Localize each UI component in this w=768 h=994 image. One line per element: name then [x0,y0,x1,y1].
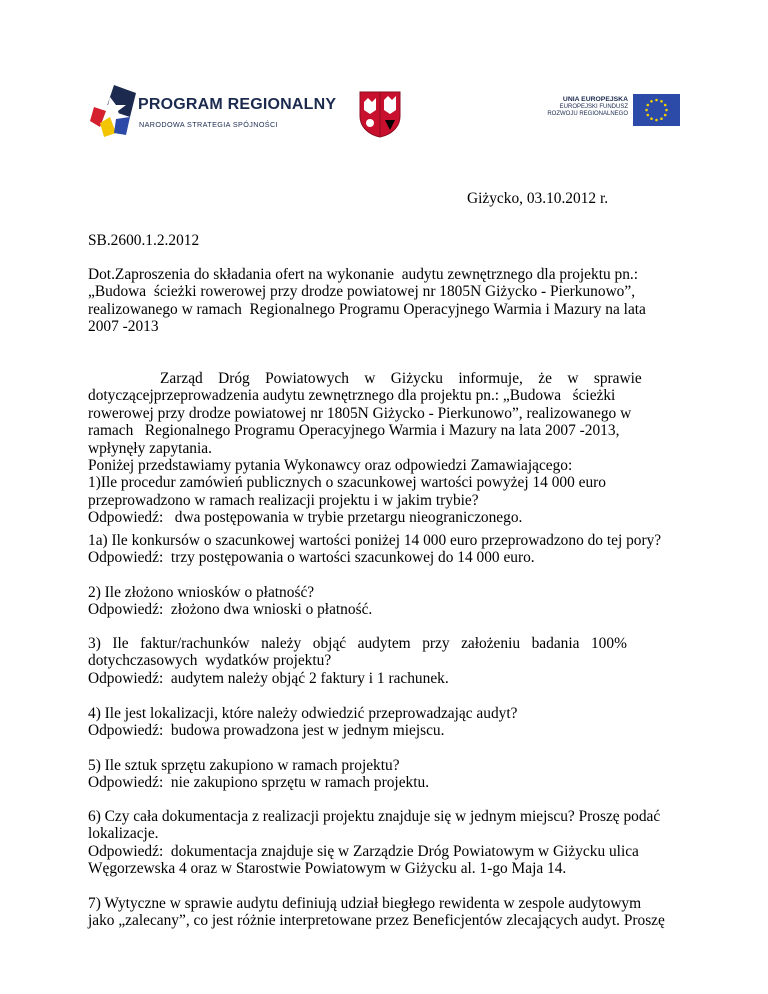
intro-line: ramach Regionalnego Programu Operacyjnego Warmia i Mazury na lata 2007 -2013, [88,422,620,440]
eu-line-2: EUROPEJSKI FUNDUSZ [559,104,628,110]
question-7 [88,895,678,930]
question-3 [88,635,678,687]
answer-4-line: Odpowiedź: budowa prowadzona jest w jednym miejscu. [88,722,445,740]
eu-text-block [547,96,628,119]
question-1a-line: 1a) Ile konkursów o szacunkowej wartości poniżej 14 000 euro przeprowadzono do tej pory? [88,532,662,549]
answer-5-line: Odpowiedź: nie zakupiono sprzętu w ramach projektu. [88,774,430,792]
voivodeship-crest-logo [358,90,402,138]
answer-2-line: Odpowiedź: złożono dwa wnioski o płatność. [88,601,373,619]
program-subtitle: NARODOWA STRATEGIA SPÓJNOŚCI [139,120,278,129]
intro-line: Zarząd Dróg Powiatowych w Giżycku informuje, że w sprawie [160,370,642,387]
eu-logo [535,94,680,128]
eu-line-1: UNIA EUROPEJSKA [562,96,628,103]
eu-flag-icon [633,94,680,126]
answer-3-line: Odpowiedź: audytem należy objąć 2 faktury i 1 rachunek. [88,669,449,687]
intro-line: Poniżej przedstawiamy pytania Wykonawcy oraz odpowiedzi Zamawiającego: [88,457,573,475]
program-regionalny-logo [90,83,337,139]
question-5-line: 5) Ile sztuk sprzętu zakupiono w ramach projektu? [88,757,400,774]
question-6-line: lokalizacje. [88,825,159,843]
intro-line: dotyczącejprzeprowadzenia audytu zewnętrznego dla projektu pn.: „Budowa ścieżki [88,387,616,405]
subject-line: realizowanego w ramach Regionalnego Programu Operacyjnego Warmia i Mazury na lata [88,300,646,318]
intro-line: wpłynęły zapytania. [88,439,212,457]
answer-6-line: Węgorzewska 4 oraz w Starostwie Powiatowym w Giżycku al. 1-go Maja 14. [88,860,567,878]
program-title: PROGRAM REGIONALNY [138,96,337,113]
place-date: Giżycko, 03.10.2012 r. [467,190,609,207]
question-1-line: 1)Ile procedur zamówień publicznych o szacunkowej wartości powyżej 14 000 euro [88,474,606,492]
subject-line: 2007 -2013 [88,318,159,336]
program-star-icon [90,83,136,139]
answer-1-line: Odpowiedź: dwa postępowania w trybie przetargu nieograniczonego. [88,509,523,527]
subject-paragraph [88,266,678,336]
subject-line: Dot.Zaproszenia do składania ofert na wykonanie audytu zewnętrznego dla projektu pn.: [88,266,639,283]
question-4-line: 4) Ile jest lokalizacji, które należy odwiedzić przeprowadzając audyt? [88,705,518,722]
eu-line-3: ROZWOJU REGIONALNEGO [547,111,628,118]
answer-1a-line: Odpowiedź: trzy postępowania o wartości szacunkowej do 14 000 euro. [88,549,535,567]
question-7-line: 7) Wytyczne w sprawie audytu definiują udział biegłego rewidenta w zespole audytowym [88,895,642,912]
question-3-line: dotychczasowych wydatków projektu? [88,652,332,670]
question-4 [88,705,678,740]
answer-6-line: Odpowiedź: dokumentacja znajduje się w Zarządzie Dróg Powiatowym w Giżycku ulica [88,842,639,860]
question-5 [88,757,678,792]
question-3-line: 3) Ile faktur/rachunków należy objąć audytem przy założeniu badania 100% [88,635,627,652]
question-1a [88,532,678,567]
question-2 [88,584,678,619]
subject-line: „Budowa ścieżki rowerowej przy drodze powiatowej nr 1805N Giżycko - Pierkunowo”, [88,283,636,301]
question-7-line: jako „zalecany”, co jest różnie interpretowane przez Beneficjentów zlecających audyt. Proszę [88,912,665,930]
question-6-line: 6) Czy cała dokumentacja z realizacji projektu znajduje się w jednym miejscu? Proszę podać [88,808,661,825]
crest-icon [358,90,402,138]
intro-line: rowerowej przy drodze powiatowej nr 1805N Giżycko - Pierkunowo”, realizowanego w [88,404,632,422]
question-6 [88,808,678,878]
question-1-line: przeprowadzono w ramach realizacji projektu i w jakim trybie? [88,491,479,509]
question-2-line: 2) Ile złożono wniosków o płatność? [88,584,315,601]
intro-paragraph [88,370,678,527]
reference-number: SB.2600.1.2.2012 [88,232,200,249]
